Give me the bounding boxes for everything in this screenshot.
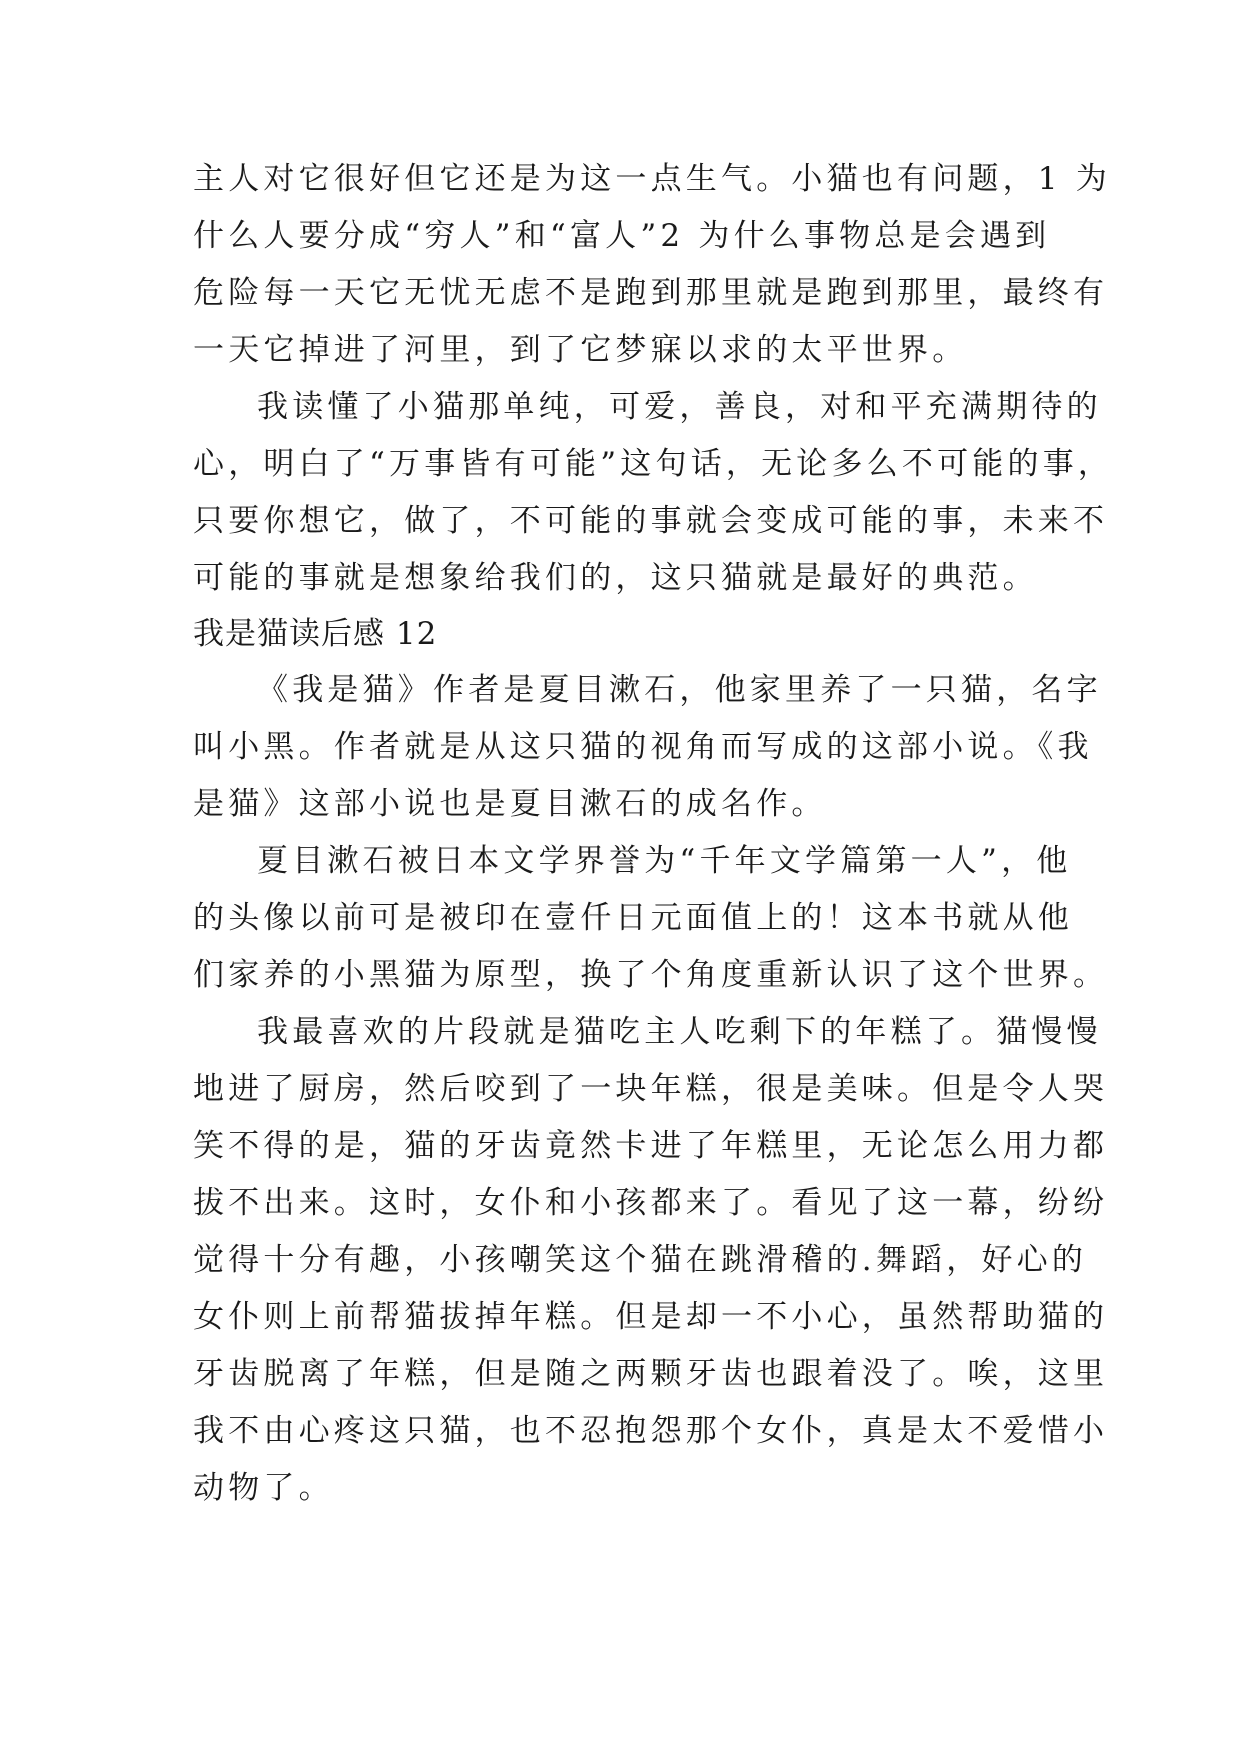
text-line: 只要你想它，做了，不可能的事就会变成可能的事，未来不 (193, 503, 1109, 539)
text-line: 危险每一天它无忧无虑不是跑到那里就是跑到那里，最终有 (193, 275, 1109, 311)
text-line: 叫小黑。作者就是从这只猫的视角而写成的这部小说。《我 (193, 729, 1093, 765)
text-line: 觉得十分有趣，小孩嘲笑这个猫在跳滑稽的.舞蹈，好心的 (193, 1242, 1088, 1278)
text-line: 我读懂了小猫那单纯，可爱，善良，对和平充满期待的 (257, 389, 1102, 425)
section-heading: 我是猫读后感 12 (193, 616, 438, 652)
text-line: 我不由心疼这只猫，也不忍抱怨那个女仆，真是太不爱惜小 (193, 1413, 1109, 1449)
text-line: 女仆则上前帮猫拔掉年糕。但是却一不小心，虽然帮助猫的 (193, 1299, 1109, 1335)
text-line: 笑不得的是，猫的牙齿竟然卡进了年糕里，无论怎么用力都 (193, 1128, 1109, 1164)
text-line: 牙齿脱离了年糕，但是随之两颗牙齿也跟着没了。唉，这里 (193, 1356, 1109, 1392)
text-line: 拔不出来。这时，女仆和小孩都来了。看见了这一幕，纷纷 (193, 1185, 1109, 1221)
text-line: 地进了厨房，然后咬到了一块年糕，很是美味。但是令人哭 (193, 1071, 1109, 1107)
text-line: 可能的事就是想象给我们的，这只猫就是最好的典范。 (193, 560, 1038, 596)
text-line: 主人对它很好但它还是为这一点生气。小猫也有问题，1 为 (193, 161, 1111, 197)
text-line: 什么人要分成“穷人”和“富人”2 为什么事物总是会遇到 (193, 218, 1051, 254)
text-line: 们家养的小黑猫为原型，换了个角度重新认识了这个世界。 (193, 957, 1109, 993)
text-line: 我最喜欢的片段就是猫吃主人吃剩下的年糕了。猫慢慢 (257, 1014, 1102, 1050)
text-line: 夏目漱石被日本文学界誉为“千年文学篇第一人”，他 (257, 843, 1072, 879)
text-line: 《我是猫》作者是夏目漱石，他家里养了一只猫，名字 (257, 672, 1102, 708)
text-line: 的头像以前可是被印在壹仟日元面值上的！这本书就从他 (193, 900, 1073, 936)
text-line: 动物了。 (193, 1470, 334, 1506)
text-line: 一天它掉进了河里，到了它梦寐以求的太平世界。 (193, 332, 968, 368)
text-line: 心，明白了“万事皆有可能”这句话，无论多么不可能的事， (193, 446, 1114, 482)
text-line: 是猫》这部小说也是夏目漱石的成名作。 (193, 786, 827, 822)
